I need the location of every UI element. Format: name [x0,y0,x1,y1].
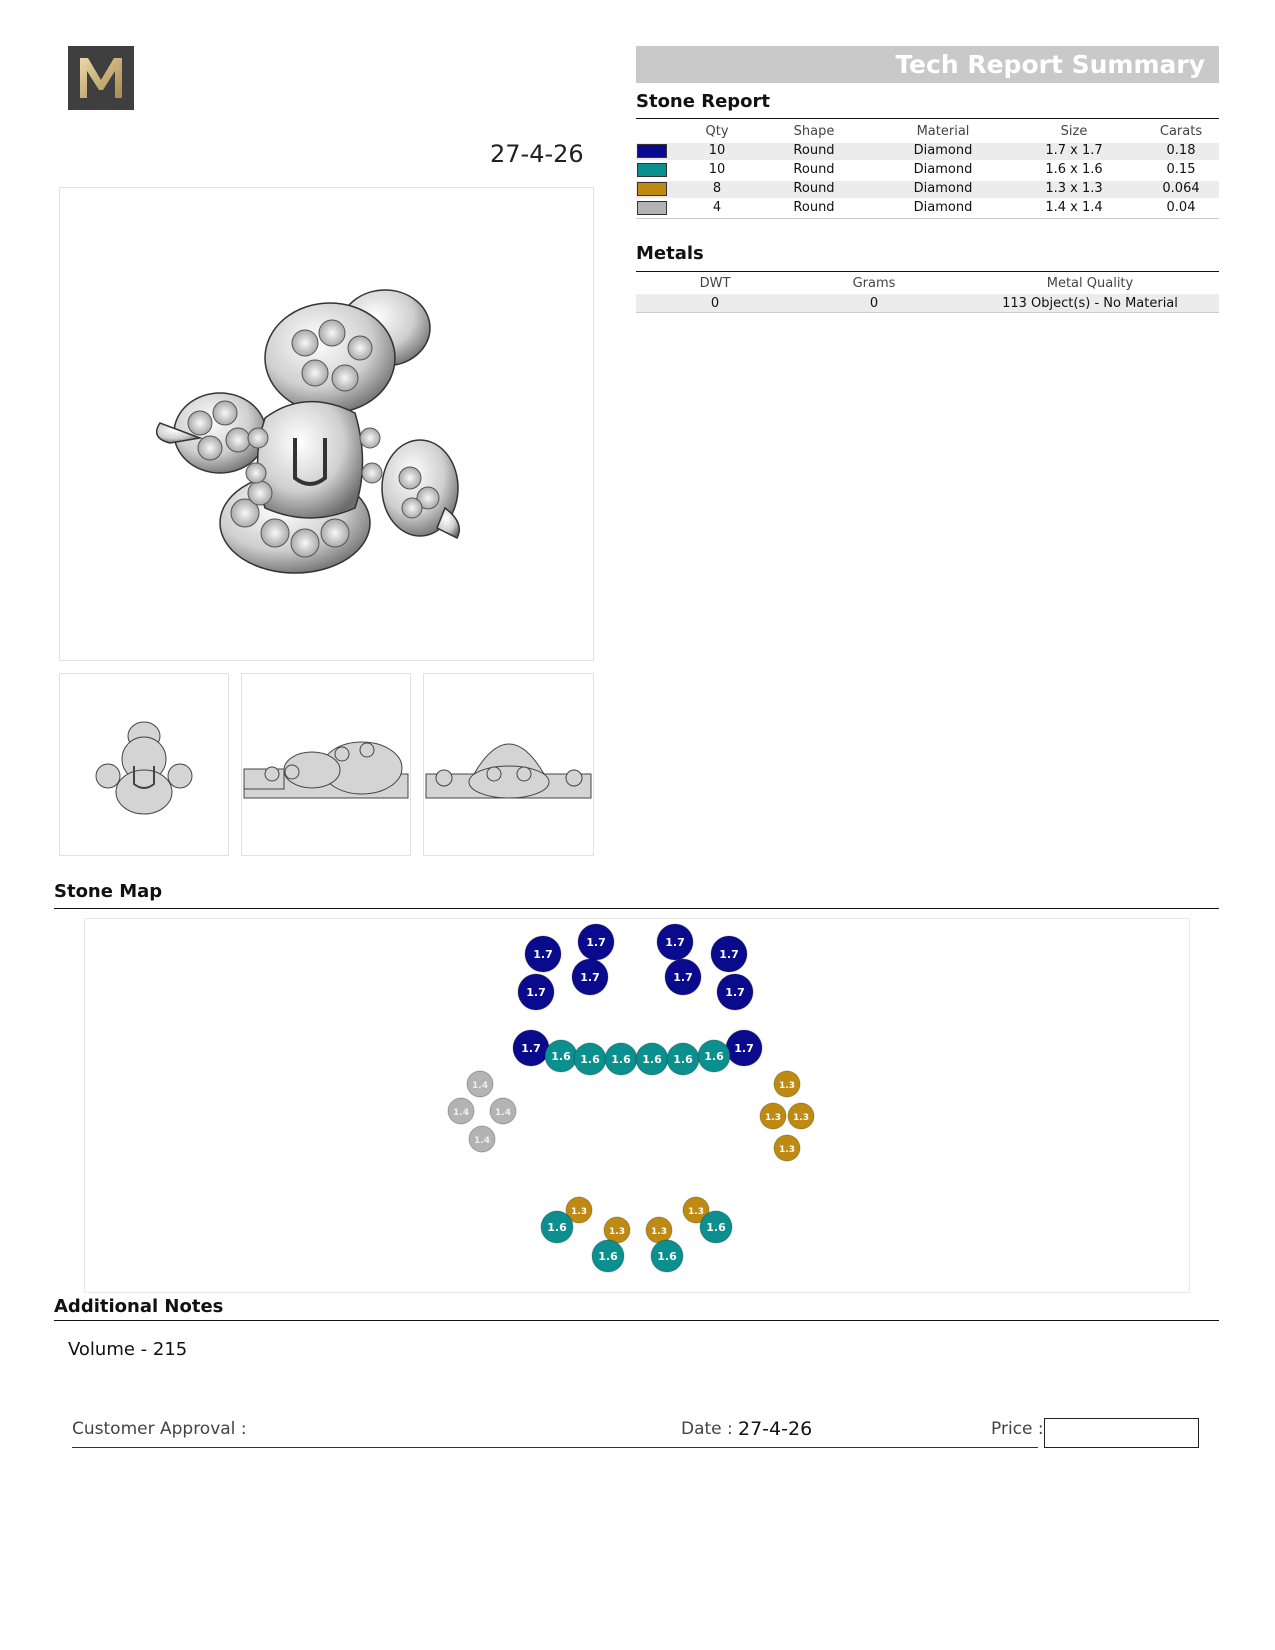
map-stone [578,924,614,960]
metal-dwt: 0 [710,296,720,311]
map-stone [545,1040,577,1072]
stone-shape: Round [793,162,835,177]
map-stone-label: 1.4 [453,1108,469,1118]
map-stone-label: 1.3 [571,1207,587,1217]
map-stone-label: 1.4 [472,1081,488,1091]
stone-size: 1.4 x 1.4 [1045,200,1103,215]
stone-carats: 0.04 [1166,200,1196,215]
map-stone [592,1240,624,1272]
thumb-front-view[interactable] [59,673,229,856]
stone-carats: 0.064 [1162,181,1200,196]
stone-material: Diamond [913,181,973,196]
date-value: 27-4-26 [738,1418,813,1440]
thumb-side-view[interactable] [241,673,411,856]
map-stone [525,936,561,972]
col-header-carats: Carats [1159,124,1203,139]
map-stone [788,1103,814,1129]
stone-report-heading: Stone Report [636,91,771,112]
map-stone [774,1071,800,1097]
map-stone-label: 1.7 [725,986,745,999]
thumb-back-view[interactable] [423,673,594,856]
map-stone-label: 1.3 [793,1113,809,1123]
stone-size: 1.3 x 1.3 [1045,181,1103,196]
map-stone [490,1098,516,1124]
stone-color-swatch [637,144,667,158]
jewelry-render-side-image [242,674,410,855]
map-stone [469,1126,495,1152]
model-code: 27-4-26 [490,140,584,168]
notes-heading: Additional Notes [54,1296,224,1317]
stone-map-heading: Stone Map [54,881,163,902]
notes-rule [54,1320,1219,1321]
stone-shape: Round [793,143,835,158]
report-title: Tech Report Summary [895,50,1205,79]
metal-grams: 0 [869,296,879,311]
map-stone-label: 1.6 [551,1050,571,1063]
stone-qty: 4 [712,200,722,215]
map-stone-label: 1.7 [580,971,600,984]
map-stone-label: 1.6 [598,1250,618,1263]
report-title-bar [636,46,1219,83]
map-stone-label: 1.7 [521,1042,541,1055]
stone-size: 1.6 x 1.6 [1045,162,1103,177]
map-stone [774,1135,800,1161]
metals-rule [636,271,1219,272]
stone-report-bottom-rule [636,218,1219,219]
col-header-grams: Grams [852,276,896,291]
map-stone-label: 1.6 [611,1053,631,1066]
map-stone [651,1240,683,1272]
stone-shape: Round [793,181,835,196]
price-input-box[interactable] [1044,1418,1199,1448]
stone-qty: 10 [708,162,726,177]
stone-size: 1.7 x 1.7 [1045,143,1103,158]
map-stone [541,1211,573,1243]
stone-material: Diamond [913,200,973,215]
stone-qty: 10 [708,143,726,158]
map-stone [636,1043,668,1075]
map-stone-label: 1.6 [657,1250,677,1263]
stone-color-swatch [637,163,667,177]
map-stone [657,924,693,960]
map-stone-label: 1.6 [706,1221,726,1234]
map-stone-label: 1.3 [765,1113,781,1123]
stone-report-rule [636,118,1219,119]
stone-color-swatch [637,201,667,215]
map-stone-label: 1.7 [665,936,685,949]
col-header-size: Size [1060,124,1088,139]
jewelry-render-back-image [424,674,593,855]
map-stone [700,1211,732,1243]
map-stone-label: 1.3 [688,1207,704,1217]
stone-map-diagram [85,919,1189,1292]
map-stone [572,959,608,995]
col-header-metal-quality: Metal Quality [1046,276,1134,291]
map-stone [467,1071,493,1097]
map-stone [448,1098,474,1124]
map-stone-label: 1.6 [673,1053,693,1066]
map-stone [574,1043,606,1075]
map-stone-label: 1.7 [533,948,553,961]
map-stone [726,1030,762,1066]
map-stone [698,1040,730,1072]
map-stone [605,1043,637,1075]
map-stone-label: 1.6 [642,1053,662,1066]
notes-text: Volume - 215 [68,1339,188,1360]
map-stone-label: 1.3 [651,1227,667,1237]
map-stone-label: 1.3 [779,1081,795,1091]
map-stone [665,959,701,995]
jewelry-render-top-image [60,188,593,660]
stone-material: Diamond [913,143,973,158]
map-stone [646,1217,672,1243]
stone-color-swatch [637,182,667,196]
stone-carats: 0.15 [1166,162,1196,177]
stone-shape: Round [793,200,835,215]
map-stone-label: 1.3 [779,1145,795,1155]
metals-heading: Metals [636,243,704,264]
map-stone-label: 1.7 [673,971,693,984]
map-stone [717,974,753,1010]
stone-carats: 0.18 [1166,143,1196,158]
col-header-material: Material [916,124,970,139]
map-stone [760,1103,786,1129]
map-stone [513,1030,549,1066]
map-stone-label: 1.4 [495,1108,511,1118]
map-stone-label: 1.4 [474,1136,490,1146]
map-stone [711,936,747,972]
map-stone-label: 1.6 [704,1050,724,1063]
main-render-view [59,187,594,661]
stone-map-rule [54,908,1219,909]
col-header-dwt: DWT [699,276,731,291]
brand-logo [68,46,134,110]
map-stone [667,1043,699,1075]
date-label: Date : [681,1419,733,1439]
price-label: Price : [991,1419,1044,1439]
map-stone-label: 1.3 [609,1227,625,1237]
customer-approval-label: Customer Approval : [72,1419,247,1439]
stone-map-frame [84,918,1190,1293]
map-stone-label: 1.7 [734,1042,754,1055]
map-stone [604,1217,630,1243]
map-stone-label: 1.7 [586,936,606,949]
jewelry-render-front-image [60,674,228,855]
col-header-qty: Qty [705,124,729,139]
map-stone-label: 1.6 [580,1053,600,1066]
col-header-shape: Shape [793,124,835,139]
map-stone-label: 1.6 [547,1221,567,1234]
stone-material: Diamond [913,162,973,177]
stone-qty: 8 [712,181,722,196]
map-stone-label: 1.7 [719,948,739,961]
map-stone [518,974,554,1010]
metal-quality: 113 Object(s) - No Material [1002,296,1178,311]
map-stone-label: 1.7 [526,986,546,999]
approval-signature-line[interactable] [72,1447,1038,1448]
metals-bottom-rule [636,312,1219,313]
